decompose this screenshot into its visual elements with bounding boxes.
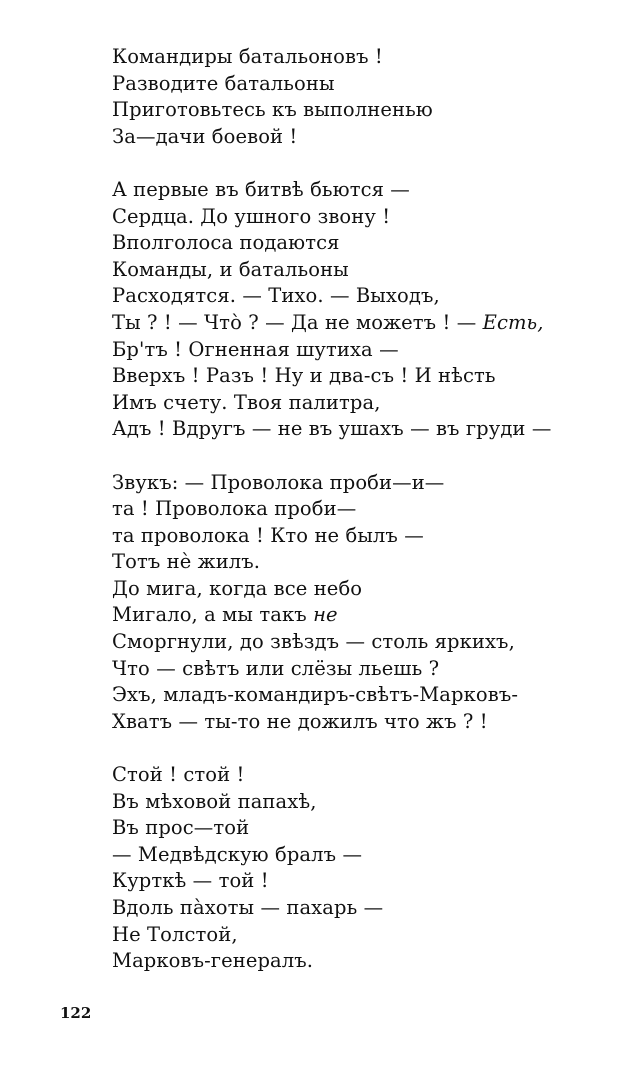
stanza-gap: [112, 735, 612, 762]
poem-line: Командиры батальоновъ !: [112, 45, 383, 68]
poem-line: Бр'тъ ! Огненная шутиха —: [112, 337, 399, 361]
italic-word: Есть,: [482, 310, 544, 334]
poem-line: Команды, и батальоны: [112, 257, 349, 281]
poem-line: А первые въ битвѣ бьются —: [112, 177, 410, 201]
poem-line: Тотъ нѐ жилъ.: [112, 550, 261, 574]
stanza-2: [112, 177, 612, 443]
poem-line: Сморгнули, до звѣздъ — столь яркихъ,: [112, 630, 515, 654]
poem-line: Вверхъ ! Разъ ! Ну и два-съ ! И нѣсть: [112, 364, 496, 388]
poem-line: Приготовьтесь къ выполненью: [112, 98, 433, 122]
poem-line: Хватъ — ты-то не дожилъ что жъ ? !: [112, 709, 488, 733]
poem-line: та ! Проволока проби—: [112, 497, 357, 521]
poem-line: Разводите батальоны: [112, 71, 335, 95]
poem-line: Сердца. До ушного звону !: [112, 204, 391, 228]
poem-line: Эхъ, младъ-командиръ-свѣтъ-Марковъ-: [112, 683, 519, 707]
poem-line: Расходятся. — Тихо. — Выходъ,: [112, 284, 440, 308]
poem-line: Звукъ: — Проволока проби—и—: [112, 470, 445, 494]
stanza-gap: [112, 443, 612, 470]
stanza-3: [112, 470, 612, 736]
poem-line: За—дачи боевой !: [112, 124, 298, 148]
poem-line: [112, 602, 612, 629]
poem-line: Марковъ-генералъ.: [112, 949, 314, 973]
poem-line: Имъ счету. Твоя палитра,: [112, 390, 381, 414]
poem-line: Адъ ! Вдругъ — не въ ушахъ — въ груди —: [112, 417, 552, 441]
poem-line: До мига, когда все небо: [112, 576, 363, 600]
poem-line-text: Мигало, а мы такъ: [112, 603, 307, 627]
poem-line: [112, 310, 612, 337]
poem: [112, 44, 612, 975]
page-number: 122: [60, 1004, 92, 1022]
italic-word: не: [313, 603, 338, 627]
poem-line: Въ мѣховой папахѣ,: [112, 789, 317, 813]
poem-line: Въ прос—той: [112, 816, 250, 840]
poem-line: Вполголоса подаются: [112, 231, 340, 255]
poem-line: Стой ! стой !: [112, 763, 245, 787]
poem-line-text: Ты ? ! — Что̀ ? — Да не можетъ ! —: [112, 310, 477, 334]
poem-line: Что — свѣтъ или слёзы льешь ?: [112, 656, 440, 680]
stanza-gap: [112, 150, 612, 177]
poem-line: Не Толстой,: [112, 922, 238, 946]
poem-line: Вдоль пàхоты — пахарь —: [112, 896, 384, 919]
poem-line: — Медвѣдскую бралъ —: [112, 842, 363, 866]
stanza-4: [112, 762, 612, 975]
poem-line: Курткѣ — той !: [112, 869, 269, 893]
poem-line: та проволока ! Кто не былъ —: [112, 523, 424, 547]
stanza-1: [112, 44, 612, 150]
